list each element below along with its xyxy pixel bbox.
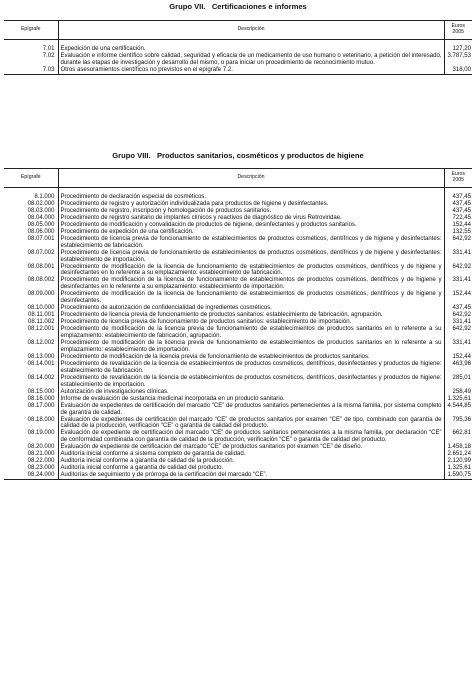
amount-cell: 318,00 <box>444 67 472 74</box>
description-cell: Procedimiento de revalidación de la licencia de establecimientos de productos cosméticos, dentífricos, desinfectantes y productos de higiene: establecimiento de importación. <box>58 375 444 389</box>
table-row <box>4 46 472 53</box>
amount-cell: 258,49 <box>452 388 471 395</box>
description-cell: Procedimiento de modificación de la licencia de funcionamiento de establecimientos de productos cosméticos, dentífricos y de higiene y desinfectantes en lo referente a su emplazamiento: establecimiento de fabricación. <box>58 264 444 278</box>
epigrafe-cell: 8.1.000 <box>4 194 58 201</box>
epigrafe-cell: 08.09.000 <box>4 291 58 305</box>
amount-cell: 4.544,85 <box>447 402 471 409</box>
description-cell: Evaluación de expedientes de certificación del marcado “CE” de productos sanitarios pertenecientes a la misma familia, por sistema completo de garantía de calidad. <box>58 403 444 417</box>
group-viii-section <box>0 151 476 480</box>
epigrafe-cell: 08.08.002 <box>4 277 58 291</box>
amount-cell: 463,96 <box>452 360 471 367</box>
description-cell: Procedimiento de modificación de la licencia previa de funcionamiento de establecimientos de productos sanitarios. <box>58 354 444 361</box>
table-row <box>4 319 472 326</box>
group-vii-table <box>4 20 472 75</box>
table-row <box>4 215 472 222</box>
table-row <box>4 250 472 264</box>
amount-cell: 132,55 <box>452 228 471 235</box>
epigrafe-cell: 08.05.000 <box>4 222 58 229</box>
epigrafe-cell: 7.01 <box>4 46 58 53</box>
description-cell: Procedimiento de modificación y convalidación de productos de higiene, desinfectantes y productos sanitarios. <box>58 222 444 229</box>
epigrafe-cell: 08.24.000 <box>4 472 58 479</box>
group-viii-header-row <box>4 169 472 188</box>
description-cell: Procedimiento de autorización de confidencialidad de ingredientes cosméticos. <box>58 305 444 312</box>
description-cell: Procedimiento de licencia previa de funcionamiento de productos sanitarios: establecimiento de fabricación, agrupación. <box>58 312 444 319</box>
table-row <box>4 208 472 215</box>
amount-cell: 152,44 <box>452 353 471 360</box>
table-row <box>4 222 472 229</box>
table-row <box>4 194 472 201</box>
amount-cell: 437,45 <box>452 200 471 207</box>
table-row <box>4 354 472 361</box>
header-euros: Euros 2005 <box>444 21 472 40</box>
table-row <box>4 229 472 236</box>
table-row <box>4 451 472 458</box>
amount-cell: 331,41 <box>452 277 471 284</box>
table-row <box>4 444 472 451</box>
amount-cell: 331,41 <box>452 249 471 256</box>
table-row <box>4 326 472 340</box>
description-cell: Procedimiento de declaración especial de cosméticos. <box>58 194 444 201</box>
amount-cell: 3.787,53 <box>447 52 471 59</box>
table-row <box>4 277 472 291</box>
description-cell: Procedimiento de licencia previa de funcionamiento de establecimientos de productos cosméticos, dentífricos y de higiene y desinfectantes: establecimiento de importación. <box>58 250 444 264</box>
group-viii-body <box>4 188 472 480</box>
table-row <box>4 67 472 74</box>
amount-cell: 331,41 <box>452 340 471 347</box>
amount-cell: 152,44 <box>452 221 471 228</box>
epigrafe-cell: 08.08.001 <box>4 264 58 278</box>
description-cell: Otros asesoramientos científicos no previstos en el epígrafe 7.2. <box>58 67 444 74</box>
epigrafe-cell: 08.16.000 <box>4 396 58 403</box>
table-row <box>4 264 472 278</box>
table-row <box>4 465 472 472</box>
epigrafe-cell: 08.14.002 <box>4 375 58 389</box>
description-cell: Informe de evaluación de sustancia medicinal incorporada en un producto sanitario. <box>58 396 444 403</box>
epigrafe-cell: 08.17.000 <box>4 403 58 417</box>
table-row <box>4 312 472 319</box>
amount-cell: 437,45 <box>452 305 471 312</box>
amount-cell: 795,36 <box>452 416 471 423</box>
header-descripcion: Descripción <box>58 169 444 188</box>
amount-cell: 331,41 <box>452 319 471 326</box>
amount-cell: 1.590,75 <box>444 472 472 479</box>
epigrafe-cell: 08.10.000 <box>4 305 58 312</box>
table-row <box>4 430 472 444</box>
group-vii-body <box>4 40 472 75</box>
amount-cell: 662,81 <box>452 430 471 437</box>
description-cell: Expedición de una certificación. <box>58 46 444 53</box>
description-cell: Procedimiento de registro y autorización individualizada para productos de higiene y desinfectantes. <box>58 201 444 208</box>
amount-cell: 642,92 <box>452 326 471 333</box>
amount-cell: 2.651,24 <box>447 451 471 458</box>
epigrafe-cell: 08.12.001 <box>4 326 58 340</box>
header-epigrafe: Epígrafe <box>4 169 58 188</box>
table-row <box>4 361 472 375</box>
description-cell: Procedimiento de modificación de la licencia de funcionamiento de establecimientos de productos cosméticos, dentífricos y de higiene y desinfectantes. <box>58 291 444 305</box>
description-cell: Procedimiento de modificación de la licencia previa de funcionamiento de establecimientos de productos sanitarios en lo referente a su emplazamiento: establecimiento de importación. <box>58 340 444 354</box>
description-cell: Procedimiento de licencia previa de funcionamiento de productos sanitarios: establecimiento de importación. <box>58 319 444 326</box>
epigrafe-cell: 08.14.001 <box>4 361 58 375</box>
table-row <box>4 236 472 250</box>
table-row <box>4 201 472 208</box>
epigrafe-cell: 08.06.000 <box>4 229 58 236</box>
header-euros: Euros 2005 <box>444 169 472 188</box>
table-row <box>4 375 472 389</box>
epigrafe-cell: 08.03.000 <box>4 208 58 215</box>
amount-cell: 127,20 <box>452 46 471 52</box>
description-cell: Auditoría inicial conforme a garantía de calidad de la producción. <box>58 458 444 465</box>
epigrafe-cell: 08.15.000 <box>4 389 58 396</box>
description-cell: Evaluación de expediente de certificación del marcado “CE” de productos sanitarios pertenecientes a la misma familia, por declaración “CE” de conformidad combinada con garantía de calidad de la producción, verificación “CE” o garantía de calidad del producto. <box>58 430 444 444</box>
group-vii-title: Grupo VII. Certificaciones e informes <box>169 2 307 11</box>
amount-cell: 2.120,99 <box>447 458 471 465</box>
epigrafe-cell: 08.02.000 <box>4 201 58 208</box>
description-cell: Evaluación e informe científico sobre calidad, seguridad y eficacia de un medicamento de uso humano o veterinario, a petición del interesado, durante las etapas de investigación y desarrollo del mismo, o para iniciar un procedimiento de reconocimiento mutuo. <box>58 53 444 67</box>
epigrafe-cell: 08.20.000 <box>4 444 58 451</box>
description-cell: Procedimiento de registro, inscripción y homologación de productos sanitarios. <box>58 208 444 215</box>
amount-cell: 285,01 <box>452 374 471 381</box>
description-cell: Autorización de investigaciones clínicas. <box>58 389 444 396</box>
epigrafe-cell: 08.11.002 <box>4 319 58 326</box>
header-descripcion: Descripción <box>58 21 444 40</box>
epigrafe-cell: 08.07.001 <box>4 236 58 250</box>
description-cell: Evaluación de expedientes de certificación del marcado “CE” de productos sanitarios por examen “CE” de tipo, combinado con garantía de calidad de la producción, verificación “CE” o garantía de calidad del producto. <box>58 417 444 431</box>
amount-cell: 1.325,61 <box>447 465 471 472</box>
table-row <box>4 472 472 479</box>
table-row <box>4 53 472 67</box>
amount-cell: 722,45 <box>452 214 471 221</box>
epigrafe-cell: 08.21.000 <box>4 451 58 458</box>
epigrafe-cell: 08.04.000 <box>4 215 58 222</box>
description-cell: Procedimiento de modificación de la licencia de funcionamiento de establecimientos de productos cosméticos, dentífricos y de higiene y desinfectantes en lo referente a su emplazamiento: establecimiento de importación. <box>58 277 444 291</box>
group-vii-header-row <box>4 21 472 40</box>
table-row <box>4 417 472 431</box>
epigrafe-cell: 08.22.000 <box>4 458 58 465</box>
table-row <box>4 305 472 312</box>
amount-cell: 642,92 <box>452 263 471 270</box>
epigrafe-cell: 08.23.000 <box>4 465 58 472</box>
amount-cell: 1.325,61 <box>447 395 471 402</box>
epigrafe-cell: 08.07.002 <box>4 250 58 264</box>
description-cell: Evaluación de expediente de certificación del marcado “CE” de productos sanitarios por examen “CE” de diseño. <box>58 444 444 451</box>
description-cell: Procedimiento de registro sanitario de implantes clínicos y reactivos de diagnóstico de virus Retroviridae. <box>58 215 444 222</box>
amount-cell: 152,44 <box>452 291 471 298</box>
table-row <box>4 389 472 396</box>
description-cell: Auditoría inicial conforme a sistema completo de garantía de calidad. <box>58 451 444 458</box>
table-row <box>4 340 472 354</box>
table-row <box>4 403 472 417</box>
amount-cell: 642,92 <box>452 312 471 319</box>
description-cell: Procedimiento de licencia previa de funcionamiento de establecimientos de productos cosméticos, dentífricos y de higiene y desinfectantes: establecimiento de fabricación. <box>58 236 444 250</box>
epigrafe-cell: 08.13.000 <box>4 354 58 361</box>
description-cell: Procedimiento de revalidación de la licencia de establecimientos de productos cosméticos, dentífricos, desinfectantes y productos de higiene: establecimiento de fabricación. <box>58 361 444 375</box>
table-row <box>4 458 472 465</box>
epigrafe-cell: 08.12.002 <box>4 340 58 354</box>
amount-cell: 642,92 <box>452 235 471 242</box>
epigrafe-cell: 7.02 <box>4 53 58 67</box>
table-row <box>4 396 472 403</box>
description-cell: Auditoría inicial conforme a garantía de calidad del producto. <box>58 465 444 472</box>
amount-cell: 1.458,18 <box>447 444 471 451</box>
description-cell: Auditorías de seguimiento y de prórroga de la certificación del marcado “CE”. <box>58 472 444 479</box>
group-viii-table <box>4 168 472 480</box>
description-cell: Procedimiento de expedición de una certificación. <box>58 229 444 236</box>
amount-cell: 437,45 <box>452 207 471 214</box>
group-vii-section <box>0 2 476 75</box>
epigrafe-cell: 08.18.000 <box>4 417 58 431</box>
epigrafe-cell: 08.11.001 <box>4 312 58 319</box>
epigrafe-cell: 7.03 <box>4 67 58 74</box>
group-viii-title: Grupo VIII. Productos sanitarios, cosméticos y productos de higiene <box>112 151 364 160</box>
description-cell: Procedimiento de modificación de la licencia previa de funcionamiento de establecimientos de productos sanitarios en lo referente a su emplazamiento: establecimiento de fabricación, agrupación. <box>58 326 444 340</box>
amount-cell: 437,45 <box>452 194 471 200</box>
epigrafe-cell: 08.19.000 <box>4 430 58 444</box>
table-row <box>4 291 472 305</box>
header-epigrafe: Epígrafe <box>4 21 58 40</box>
